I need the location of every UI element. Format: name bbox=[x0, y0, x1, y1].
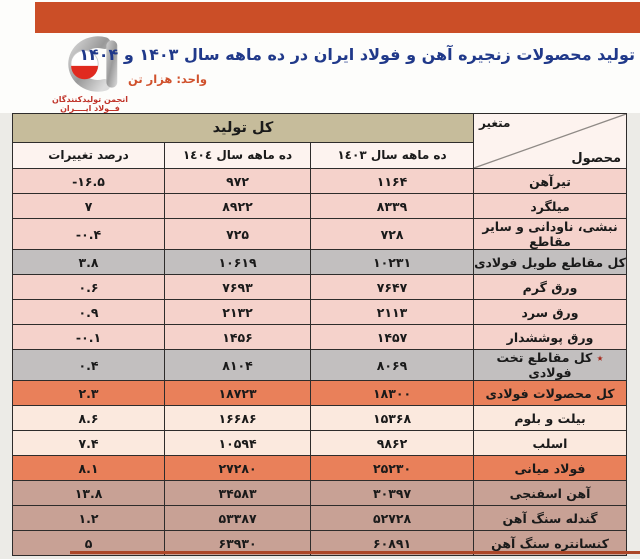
value-cell-1404: ۱۸۷۲۳ bbox=[165, 381, 311, 406]
value-cell-1404: ۱۰۶۱۹ bbox=[165, 250, 311, 275]
table-row bbox=[13, 431, 627, 456]
asterisk-marker: ٭ bbox=[592, 350, 604, 365]
steel-association-logo-icon bbox=[50, 34, 130, 94]
header-band bbox=[0, 0, 640, 113]
table-row bbox=[13, 275, 627, 300]
value-cell-1404: ۱۰۵۹۴ bbox=[165, 431, 311, 456]
product-cell: تیرآهن bbox=[474, 169, 627, 194]
percent-change-cell: ۲.۳ bbox=[13, 381, 165, 406]
value-cell-1404: ۸۹۲۲ bbox=[165, 194, 311, 219]
value-cell-1403: ۱۱۶۴ bbox=[311, 169, 474, 194]
product-cell: نبشی، ناودانی و سایر مقاطع bbox=[474, 219, 627, 250]
table-row bbox=[13, 219, 627, 250]
logo-text-line2: فــولاد ایــــران bbox=[60, 104, 120, 113]
value-cell-1403: ۲۱۱۳ bbox=[311, 300, 474, 325]
logo-text-line1: انجمن تولیدکنندگان bbox=[51, 95, 129, 104]
value-cell-1403: ۱۴۵۷ bbox=[311, 325, 474, 350]
unit-label: واحد: هزار تن bbox=[128, 72, 207, 86]
percent-change-cell: ۰.۴ bbox=[13, 350, 165, 381]
corner-product-label: محصول bbox=[571, 151, 622, 166]
value-cell-1403: ۲۵۲۳۰ bbox=[311, 456, 474, 481]
value-cell-1403: ۸۳۳۹ bbox=[311, 194, 474, 219]
production-table bbox=[12, 113, 627, 556]
table-row bbox=[13, 194, 627, 219]
value-cell-1403: ۱۸۳۰۰ bbox=[311, 381, 474, 406]
group-header-row bbox=[13, 114, 627, 143]
value-cell-1404: ۷۶۹۳ bbox=[165, 275, 311, 300]
product-cell: آهن اسفنجی bbox=[474, 481, 627, 506]
bottom-divider-line bbox=[70, 551, 640, 554]
product-cell: ورق گرم bbox=[474, 275, 627, 300]
product-cell: ورق پوششدار bbox=[474, 325, 627, 350]
product-cell: کل محصولات فولادی bbox=[474, 381, 627, 406]
product-cell: ورق سرد bbox=[474, 300, 627, 325]
value-cell-1403: ۶۰۸۹۱ bbox=[311, 531, 474, 556]
top-orange-bar bbox=[35, 2, 640, 33]
value-cell-1404: ۹۷۲ bbox=[165, 169, 311, 194]
percent-change-cell: -۰.۴ bbox=[13, 219, 165, 250]
value-cell-1403: ۵۲۷۲۸ bbox=[311, 506, 474, 531]
value-cell-1404: ۱۴۵۶ bbox=[165, 325, 311, 350]
table-row bbox=[13, 506, 627, 531]
table-row bbox=[13, 381, 627, 406]
percent-change-cell: ۷ bbox=[13, 194, 165, 219]
value-cell-1403: ۱۰۲۳۱ bbox=[311, 250, 474, 275]
percent-change-cell: ۸.۱ bbox=[13, 456, 165, 481]
value-cell-1403: ۷۲۸ bbox=[311, 219, 474, 250]
product-cell: کل مقاطع طویل فولادی bbox=[474, 250, 627, 275]
column-header-1403: ده ماهه سال ١٤٠٣ bbox=[311, 142, 474, 168]
table-row bbox=[13, 456, 627, 481]
value-cell-1403: ۷۶۴۷ bbox=[311, 275, 474, 300]
value-cell-1403: ۱۵۳۶۸ bbox=[311, 406, 474, 431]
value-cell-1403: ۸۰۶۹ bbox=[311, 350, 474, 381]
corner-variable-label: متغیر bbox=[479, 116, 511, 130]
percent-change-cell: ۱۳.۸ bbox=[13, 481, 165, 506]
table-row bbox=[13, 481, 627, 506]
value-cell-1404: ۳۴۵۸۳ bbox=[165, 481, 311, 506]
value-cell-1403: ۳۰۳۹۷ bbox=[311, 481, 474, 506]
column-header-change: درصد تغییرات bbox=[13, 142, 165, 168]
percent-change-cell: ۵ bbox=[13, 531, 165, 556]
value-cell-1404: ۷۲۵ bbox=[165, 219, 311, 250]
value-cell-1404: ۶۳۹۳۰ bbox=[165, 531, 311, 556]
table-row bbox=[13, 350, 627, 381]
table-row bbox=[13, 300, 627, 325]
value-cell-1404: ۱۶۶۸۶ bbox=[165, 406, 311, 431]
table-row bbox=[13, 250, 627, 275]
percent-change-cell: -۱۶.۵ bbox=[13, 169, 165, 194]
percent-change-cell: ۱.۲ bbox=[13, 506, 165, 531]
percent-change-cell: ۷.۴ bbox=[13, 431, 165, 456]
percent-change-cell: ۰.۶ bbox=[13, 275, 165, 300]
value-cell-1404: ۲۱۳۲ bbox=[165, 300, 311, 325]
product-cell: میلگرد bbox=[474, 194, 627, 219]
table-row bbox=[13, 406, 627, 431]
product-cell: بیلت و بلوم bbox=[474, 406, 627, 431]
corner-cell bbox=[474, 114, 627, 169]
total-production-group-header: کل تولید bbox=[13, 114, 474, 143]
product-cell: اسلب bbox=[474, 431, 627, 456]
value-cell-1404: ۵۳۳۸۷ bbox=[165, 506, 311, 531]
percent-change-cell: ۸.۶ bbox=[13, 406, 165, 431]
table-row bbox=[13, 169, 627, 194]
percent-change-cell: ۰.۹ bbox=[13, 300, 165, 325]
product-cell: کنسانتره سنگ آهن bbox=[474, 531, 627, 556]
value-cell-1403: ۹۸۶۲ bbox=[311, 431, 474, 456]
page-title: تولید محصولات زنجیره آهن و فولاد ایران در ده ماهه سال ۱۴۰۳ و ۱۴۰۴ bbox=[79, 45, 635, 64]
product-cell: ٭ کل مقاطع تخت فولادی bbox=[474, 350, 627, 381]
value-cell-1404: ۲۷۲۸۰ bbox=[165, 456, 311, 481]
value-cell-1404: ۸۱۰۴ bbox=[165, 350, 311, 381]
percent-change-cell: -۰.۱ bbox=[13, 325, 165, 350]
product-cell: گندله سنگ آهن bbox=[474, 506, 627, 531]
product-cell: فولاد میانی bbox=[474, 456, 627, 481]
column-header-1404: ده ماهه سال ١٤٠٤ bbox=[165, 142, 311, 168]
table-row bbox=[13, 325, 627, 350]
percent-change-cell: ۳.۸ bbox=[13, 250, 165, 275]
